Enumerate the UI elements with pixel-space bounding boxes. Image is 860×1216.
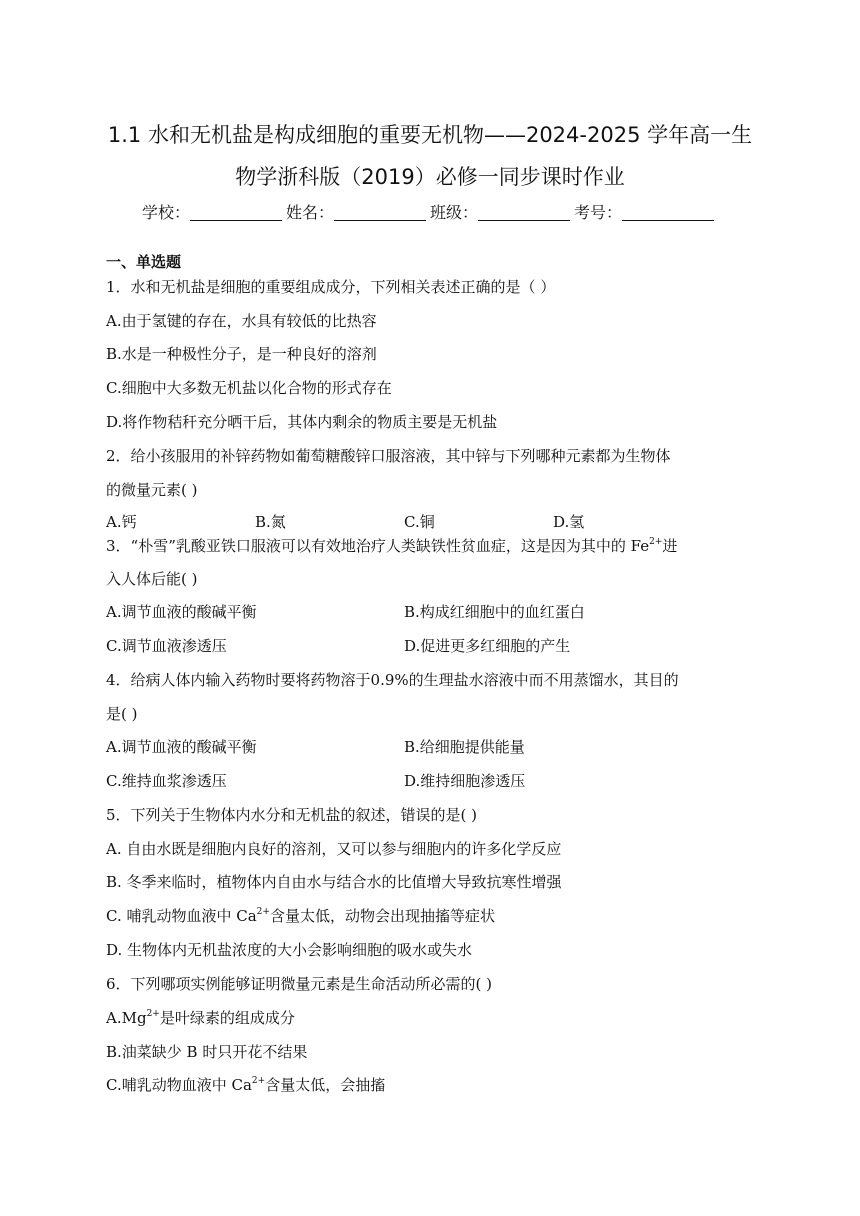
q6-ca-charge: 2+	[251, 1076, 266, 1086]
q3-stem-end: 进	[662, 537, 678, 555]
q3-option-c: C.调节血液渗透压	[106, 637, 227, 655]
q5-ca-charge: 2+	[256, 907, 270, 917]
q2-option-b: B.氮	[255, 513, 286, 531]
q5-option-c-end: 含量太低，动物会出现抽搐等症状	[269, 907, 495, 925]
name-field[interactable]	[334, 204, 426, 221]
q3-option-b: B.构成红细胞中的血红蛋白	[404, 603, 585, 621]
q4-stem-line-2: 是( )	[106, 705, 138, 723]
q1-option-a: A.由于氢键的存在，水具有较低的比热容	[106, 312, 377, 330]
q4-option-c: C.维持血浆渗透压	[106, 772, 227, 790]
section-heading: 一、单选题	[106, 253, 182, 271]
q6-option-c-end: 含量太低，会抽搐	[265, 1076, 386, 1094]
q6-option-a-end: 是叶绿素的组成成分	[159, 1009, 295, 1027]
q6-option-a-text: A.Mg	[106, 1009, 147, 1027]
title-line-1: 1.1 水和无机盐是构成细胞的重要无机物——2024-2025 学年高一生	[107, 123, 753, 147]
q1-option-b: B.水是一种极性分子，是一种良好的溶剂	[106, 345, 377, 363]
q3-fe-charge: 2+	[649, 537, 663, 547]
q5-option-d: D. 生物体内无机盐浓度的大小会影响细胞的吸水或失水	[106, 941, 473, 959]
school-field[interactable]	[190, 204, 282, 221]
exam-number-field[interactable]	[622, 204, 714, 221]
q4-option-b: B.给细胞提供能量	[404, 738, 525, 756]
q1-option-c: C.细胞中大多数无机盐以化合物的形式存在	[106, 379, 392, 397]
q2-option-d: D.氢	[553, 513, 585, 531]
q3-stem-line-1	[106, 535, 677, 557]
q4-option-d: D.维持细胞渗透压	[404, 772, 526, 790]
student-info-row	[0, 200, 860, 226]
q3-option-a: A.调节血液的酸碱平衡	[106, 603, 257, 621]
q6-option-b: B.油菜缺少 B 时只开花不结果	[106, 1043, 308, 1061]
exam-number-label: 考号：	[574, 203, 623, 222]
name-label: 姓名：	[285, 203, 334, 222]
q3-option-d: D.促进更多红细胞的产生	[404, 637, 571, 655]
class-field[interactable]	[478, 204, 570, 221]
q5-option-c	[106, 905, 495, 927]
q6-option-a	[106, 1007, 295, 1029]
q6-stem: 6．下列哪项实例能够证明微量元素是生命活动所必需的( )	[106, 975, 493, 993]
q4-option-a: A.调节血液的酸碱平衡	[106, 738, 257, 756]
q6-option-c-text: C.哺乳动物血液中 Ca	[106, 1076, 252, 1094]
q5-option-c-text: C. 哺乳动物血液中 Ca	[106, 907, 257, 925]
q2-option-a: A.钙	[106, 513, 137, 531]
q1-option-d: D.将作物秸秆充分晒干后，其体内剩余的物质主要是无机盐	[106, 413, 498, 431]
q6-mg-charge: 2+	[146, 1009, 160, 1019]
q5-stem: 5．下列关于生物体内水分和无机盐的叙述，错误的是( )	[106, 806, 478, 824]
q2-stem-line-2: 的微量元素( )	[106, 481, 198, 499]
q4-stem-line-1: 4．给病人体内输入药物时要将药物溶于0.9%的生理盐水溶液中而不用蒸馏水，其目的	[106, 671, 679, 689]
q3-stem-line-2: 入人体后能( )	[106, 570, 198, 588]
q6-option-c	[106, 1074, 385, 1096]
q5-option-a: A. 自由水既是细胞内良好的溶剂，又可以参与细胞内的许多化学反应	[106, 840, 562, 858]
school-label: 学校：	[141, 203, 190, 222]
q3-stem-text: 3．“朴雪”乳酸亚铁口服液可以有效地治疗人类缺铁性贫血症，这是因为其中的 Fe	[106, 537, 650, 555]
class-label: 班级：	[430, 203, 479, 222]
q5-option-b: B. 冬季来临时，植物体内自由水与结合水的比值增大导致抗寒性增强	[106, 873, 562, 891]
title-line-2: 物学浙科版（2019）必修一同步课时作业	[235, 165, 625, 189]
q2-option-c: C.铜	[404, 513, 435, 531]
q1-stem: 1．水和无机盐是细胞的重要组成成分，下列相关表述正确的是（ ）	[106, 278, 556, 296]
q2-stem-line-1: 2．给小孩服用的补锌药物如葡萄糖酸锌口服溶液，其中锌与下列哪种元素都为生物体	[106, 447, 671, 465]
